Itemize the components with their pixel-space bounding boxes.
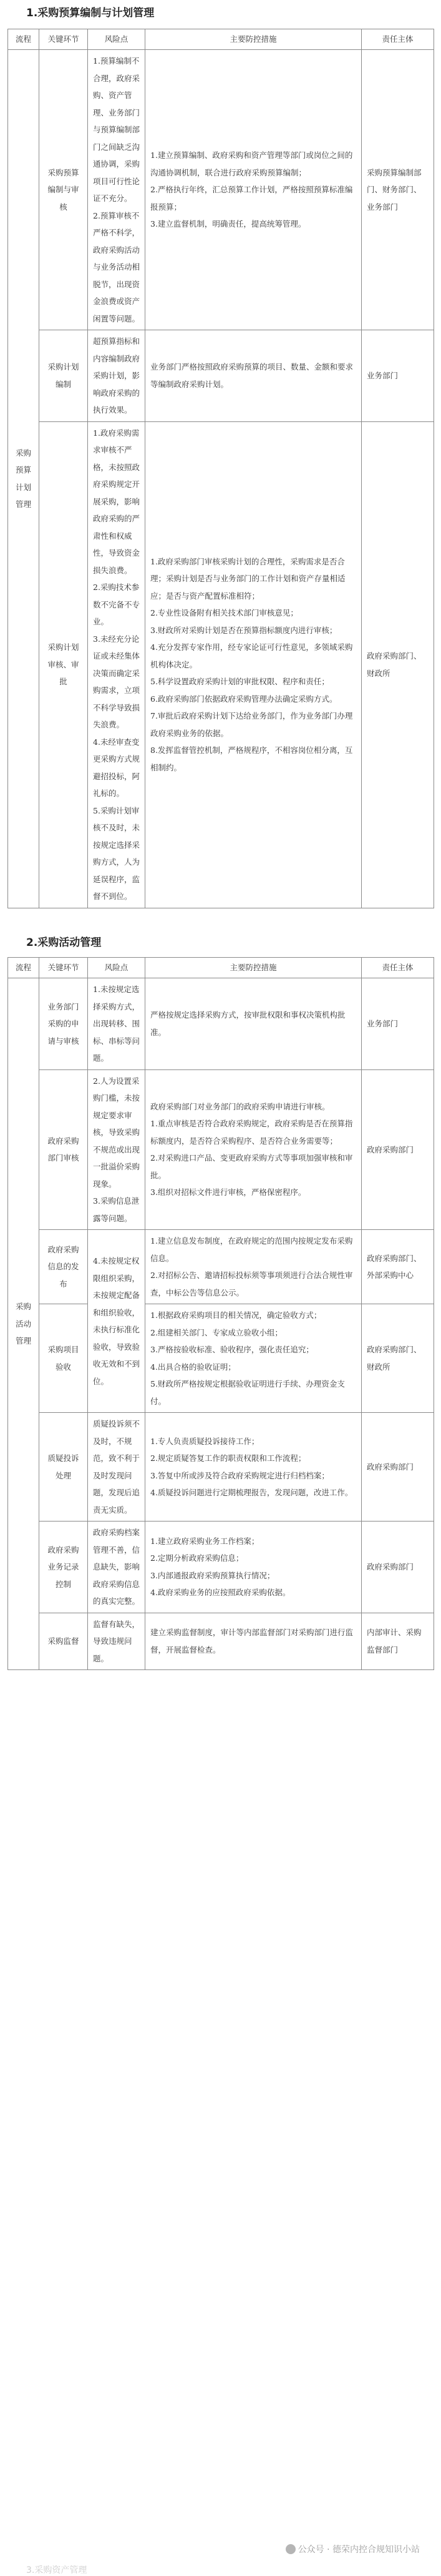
table-row [8, 978, 434, 1070]
table-row [8, 1304, 434, 1413]
measure-item: 2.严格执行年终，汇总预算工作计划，严格按照预算标准编报预算； [150, 185, 353, 212]
measure-item: 5.财政所严格按规定根据验收证明进行手续、办理资金支付。 [150, 1379, 345, 1406]
risk-cell [88, 978, 145, 1070]
measure-item: 4.政府采购业务的应按照政府采购依据。 [150, 1588, 291, 1598]
risk-item: 超预算指标和内容编制政府采购计划，影响政府采购的执行效果。 [93, 337, 140, 415]
table-row [8, 1230, 434, 1304]
table-row [8, 50, 434, 330]
measure-item: 1.建立政府采购业务工作档案； [150, 1536, 259, 1546]
risk-cell [88, 1230, 145, 1413]
key-link-cell: 政府采购业务记录控制 [39, 1522, 88, 1613]
measure-item: 1.政府采购部门审核采购计划的合理性，采购需求是否合理；采购计划是否与业务部门的工作计划和资产存量相适应；是否与资产配置标准相符； [150, 556, 346, 601]
measure-item: 7.审批后政府采购计划下达给业务部门，作为业务部门办理政府采购业务的依据。 [150, 711, 353, 738]
header-measures: 主要防控措施 [145, 958, 362, 978]
measures-cell [145, 978, 362, 1070]
header-process: 流程 [8, 958, 39, 978]
measure-item: 3.组织对招标文件进行审核，严格保密程序。 [150, 1187, 306, 1197]
measures-cell [145, 1613, 362, 1670]
table-row [8, 1413, 434, 1522]
measures-cell [145, 1069, 362, 1230]
responsible-cell: 内部审计、采购监督部门 [362, 1613, 434, 1670]
measure-item: 3.严格按验收标准、验收程序，强化责任追究； [150, 1345, 314, 1354]
measures-cell [145, 1522, 362, 1613]
measure-item: 3.建立监督机制，明确责任，提高统筹管理。 [150, 219, 306, 229]
header-responsible: 责任主体 [362, 29, 434, 50]
risk-item: 3.采购信息泄露等问题。 [93, 1196, 140, 1223]
responsible-cell: 政府采购部门 [362, 1413, 434, 1522]
risk-item: 4.未经审查变更采购方式规避招投标，阿礼标的。 [93, 737, 140, 798]
table-header-row [8, 958, 434, 978]
header-risk: 风险点 [88, 958, 145, 978]
responsible-cell: 政府采购部门、财政所 [362, 1304, 434, 1413]
measure-item: 2.组建相关部门、专家成立验收小组； [150, 1327, 283, 1337]
table-row [8, 1069, 434, 1230]
header-responsible: 责任主体 [362, 958, 434, 978]
wechat-icon [286, 2544, 296, 2554]
measure-item: 1.建立预算编制、政府采购和资产管理等部门或岗位之间的沟通协调机制，联合进行政府采购预算编制； [150, 150, 353, 177]
table-body [8, 978, 434, 1670]
table-row [8, 1613, 434, 1670]
responsible-cell: 业务部门 [362, 978, 434, 1070]
measures-cell [145, 1230, 362, 1304]
measures-cell [145, 330, 362, 422]
measure-item: 1.根据政府采购项目的相关情况，确定验收方式； [150, 1310, 322, 1320]
risk-cell [88, 1069, 145, 1230]
key-link-cell: 采购项目验收 [39, 1304, 88, 1413]
responsible-cell: 政府采购部门、外部采购中心 [362, 1230, 434, 1304]
table-row [8, 1522, 434, 1613]
risk-item: 2.预算审核不严格不科学，政府采购活动与业务活动相脱节，出现资金浪费或资产闲置等问题。 [93, 210, 140, 323]
measure-item: 4.质疑投诉问题进行定期梳理报告，发现问题，改进工作。 [150, 1488, 353, 1497]
measure-item: 政府采购部门对业务部门的政府采购申请进行审核。 [150, 1101, 330, 1111]
risk-item: 2.人为设置采购门槛，未按规定要求审核，导致采购不规范或出现一批溢价采购现象。 [93, 1076, 140, 1189]
key-link-cell: 政府采购信息的发布 [39, 1230, 88, 1304]
header-measures: 主要防控措施 [145, 29, 362, 50]
measure-item: 3.答复中所或涉及符合政府采购规定进行归档档案； [150, 1470, 329, 1480]
risk-item: 4.未按规定权限组织采购，未按规定配备和组织验收，未执行标准化验收，导致验收无效和不到位。 [93, 1256, 140, 1386]
key-link-cell: 采购计划编制 [39, 330, 88, 422]
key-link-cell: 采购监督 [39, 1613, 88, 1670]
table-row [8, 330, 434, 422]
measure-item: 3.财政所对采购计划是否在预算指标额度内进行审核； [150, 625, 337, 635]
risk-cell [88, 1522, 145, 1613]
key-link-cell: 采购计划审核、审批 [39, 421, 88, 908]
table-body [8, 50, 434, 908]
risk-cell [88, 1413, 145, 1522]
key-link-cell: 业务部门采购的申请与审核 [39, 978, 88, 1070]
risk-item: 1.政府采购需求审核不严格，未按照政府采购规定开展采购，影响政府采购的严肃性和权威性，导致资金损失浪费。 [93, 428, 140, 575]
watermark-text: 公众号 · 德荣内控合规知识小站 [298, 2545, 420, 2555]
measure-item: 2.定期分析政府采购信息； [150, 1553, 244, 1563]
measure-item: 3.内部通报政府采购预算执行情况； [150, 1570, 275, 1580]
key-link-cell: 质疑投诉处理 [39, 1413, 88, 1522]
measure-item: 严格按规定选择采购方式，按审批权限和事权决策机构批准。 [150, 1010, 346, 1037]
risk-cell [88, 330, 145, 422]
measure-item: 2.对采购进口产品、变更政府采购方式等事项加强审核和审批。 [150, 1153, 353, 1180]
risk-cell [88, 421, 145, 908]
responsible-cell: 政府采购部门 [362, 1069, 434, 1230]
measure-item: 8.发挥监督管控机制，严格规程序，不相容岗位相分离，互相制约。 [150, 745, 353, 772]
watermark [286, 2543, 420, 2555]
risk-item: 3.未经充分论证或未经集体决策而确定采购需求，立项不科学导致损失浪费。 [93, 634, 140, 729]
risk-item: 5.采购计划审核不及时，未按规定选择采购方式，人为延误程序，监督不到位。 [93, 805, 140, 901]
measure-item: 4.充分发挥专家作用，经专家论证可行性意见，多领域采购机构体决定。 [150, 642, 353, 669]
measure-item: 1.专人负责质疑投诉接待工作； [150, 1436, 259, 1446]
table-header-row [8, 29, 434, 50]
next-section-title: 3.采购资产管理 [26, 2565, 87, 2575]
header-key-link: 关键环节 [39, 29, 88, 50]
measures-cell [145, 1413, 362, 1522]
process-cell: 采购预算计划管理 [8, 50, 39, 908]
risk-item: 1.未按规定选择采购方式，出现转移、围标、串标等问题。 [93, 985, 140, 1063]
measure-item: 建立采购监督制度，审计等内部监督部门对采购部门进行监督，开展监督检查。 [150, 1628, 354, 1654]
budget-plan-table [7, 29, 434, 908]
section-1-title: 1.采购预算编制与计划管理 [26, 7, 155, 19]
measure-item: 2.专业性设备附有相关技术部门审核意见； [150, 608, 298, 618]
measure-item: 业务部门严格按照政府采购预算的项目、数量、金额和要求等编制政府采购计划。 [150, 362, 354, 389]
measure-item: 1.重点审核是否符合政府采购规定，政府采购是否在预算指标额度内，是否符合采购程序、是否符合业务需要等； [150, 1119, 353, 1146]
measures-cell [145, 421, 362, 908]
header-process: 流程 [8, 29, 39, 50]
risk-item: 监督有缺失，导致违规问题。 [93, 1619, 140, 1663]
risk-item: 政府采购档案管理不善，信息缺失，影响政府采购信息的真实完整。 [93, 1528, 140, 1606]
risk-item: 质疑投诉须不及时，不规范，致不利于及时发现问题，发现后追责无实质。 [93, 1419, 140, 1515]
risk-cell [88, 1613, 145, 1670]
measure-item: 2.规定质疑答复工作的职责权限和工作流程； [150, 1453, 306, 1463]
responsible-cell: 业务部门 [362, 330, 434, 422]
responsible-cell: 政府采购部门、财政所 [362, 421, 434, 908]
risk-item: 1.预算编制不合理，政府采购、资产管理、业务部门与预算编制部门之间缺乏沟通协调，采购项目可行性论证不充分。 [93, 56, 140, 203]
table-row [8, 421, 434, 908]
measure-item: 4.出具合格的验收证明； [150, 1362, 236, 1372]
risk-item: 2.采购技术参数不完备不专业。 [93, 583, 140, 626]
measure-item: 5.科学设置政府采购计划的审批权限、程序和责任； [150, 677, 329, 687]
measures-cell [145, 50, 362, 330]
header-risk: 风险点 [88, 29, 145, 50]
measures-cell [145, 1304, 362, 1413]
measure-item: 2.对招标公告、邀请招标投标须等事项须进行合法合规性审查，中标公告等信息公示。 [150, 1271, 353, 1297]
section-2-title: 2.采购活动管理 [26, 937, 102, 949]
key-link-cell: 采购预算编制与审核 [39, 50, 88, 330]
process-cell: 采购活动管理 [8, 978, 39, 1670]
key-link-cell: 政府采购部门审核 [39, 1069, 88, 1230]
procurement-activity-table [7, 957, 434, 1670]
measure-item: 6.政府采购部门依据政府采购管理办法确定采购方式。 [150, 694, 337, 704]
responsible-cell: 采购预算编制部门、财务部门、业务部门 [362, 50, 434, 330]
measure-item: 1.建立信息发布制度，在政府规定的范围内按规定发布采购信息。 [150, 1236, 353, 1263]
header-key-link: 关键环节 [39, 958, 88, 978]
risk-cell [88, 50, 145, 330]
responsible-cell: 政府采购部门 [362, 1522, 434, 1613]
